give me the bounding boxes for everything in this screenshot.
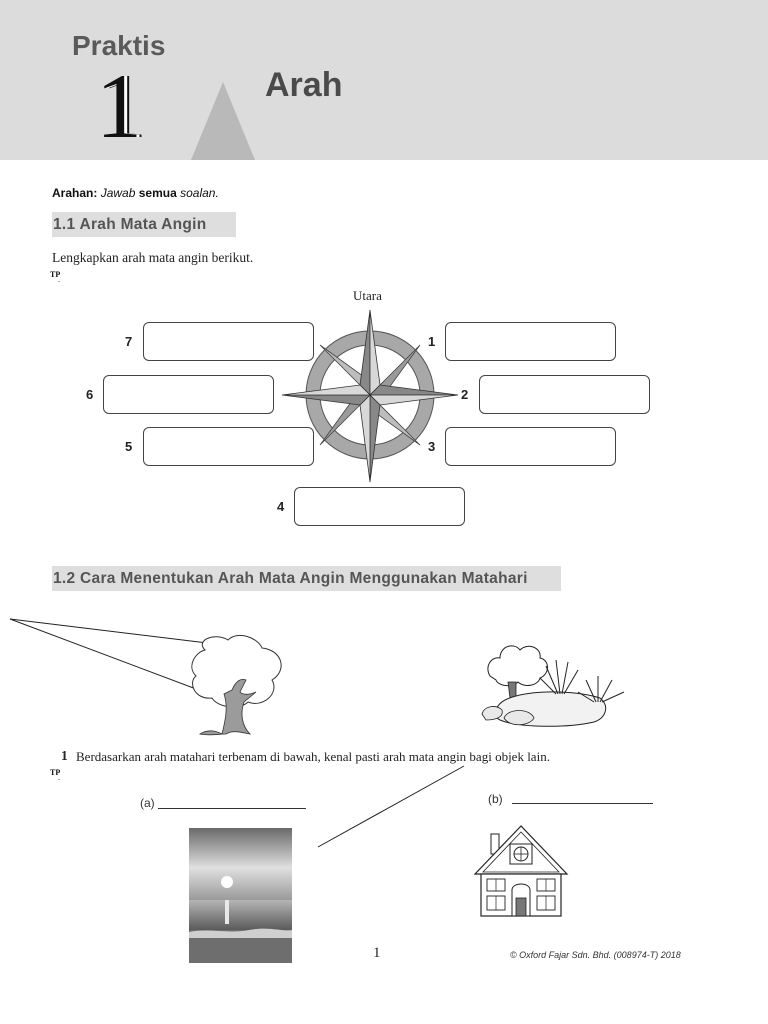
- answer-box-3[interactable]: [445, 427, 616, 466]
- copyright-notice: © Oxford Fajar Sdn. Bhd. (008974-T) 2018: [510, 950, 681, 960]
- tp-label-1: TP: [50, 270, 61, 279]
- chapter-number: 1: [96, 55, 142, 157]
- triangle-decoration-icon: [191, 82, 255, 160]
- instruction-word-3: soalan.: [180, 186, 219, 200]
- chapter-title: Arah: [265, 66, 343, 104]
- praktis-label: Praktis: [72, 30, 166, 61]
- tp-marker-1: TP -: [50, 270, 61, 285]
- box-number-5: 5: [125, 439, 133, 454]
- guide-line: [316, 764, 468, 850]
- answer-box-4[interactable]: [294, 487, 465, 526]
- question-text: Berdasarkan arah matahari terbenam di bawah, kenal pasti arah mata angin bagi objek lain.: [76, 749, 550, 764]
- answer-box-7[interactable]: [143, 322, 314, 361]
- instruction-word-2: semua: [138, 186, 177, 200]
- instruction-word-1: Jawab: [100, 186, 136, 200]
- option-a-label: (a): [140, 796, 155, 810]
- section-2-title: 1.2 Cara Menentukan Arah Mata Angin Menggunakan Matahari: [52, 566, 561, 591]
- page-number: 1: [373, 945, 381, 961]
- box-number-4: 4: [277, 499, 285, 514]
- rock-garden-icon: [478, 636, 628, 732]
- north-label: Utara: [353, 288, 382, 303]
- answer-box-1[interactable]: [445, 322, 616, 361]
- answer-box-5[interactable]: [143, 427, 314, 466]
- instruction-prefix: Arahan:: [52, 186, 98, 200]
- house-icon: [473, 824, 569, 918]
- answer-box-6[interactable]: [103, 375, 274, 414]
- section-1-title: 1.1 Arah Mata Angin: [52, 212, 236, 237]
- option-b-answer-line[interactable]: [512, 803, 653, 804]
- box-number-3: 3: [428, 439, 436, 454]
- tp-marker-2: TP -: [50, 768, 61, 783]
- answer-box-2[interactable]: [479, 375, 650, 414]
- option-b-label: (b): [488, 792, 503, 806]
- box-number-2: 2: [461, 387, 469, 402]
- tree-icon: [192, 635, 281, 734]
- box-number-7: 7: [125, 334, 133, 349]
- instruction-line: [52, 186, 219, 200]
- question-number: 1: [61, 748, 68, 763]
- tree-with-sun-rays: [0, 610, 300, 745]
- tp-label-2: TP: [50, 768, 61, 777]
- box-number-1: 1: [428, 334, 436, 349]
- sunset-photo: [189, 828, 292, 963]
- box-number-6: 6: [86, 387, 94, 402]
- option-a-answer-line[interactable]: [158, 808, 306, 809]
- section-1-prompt: Lengkapkan arah mata angin berikut.: [52, 250, 254, 265]
